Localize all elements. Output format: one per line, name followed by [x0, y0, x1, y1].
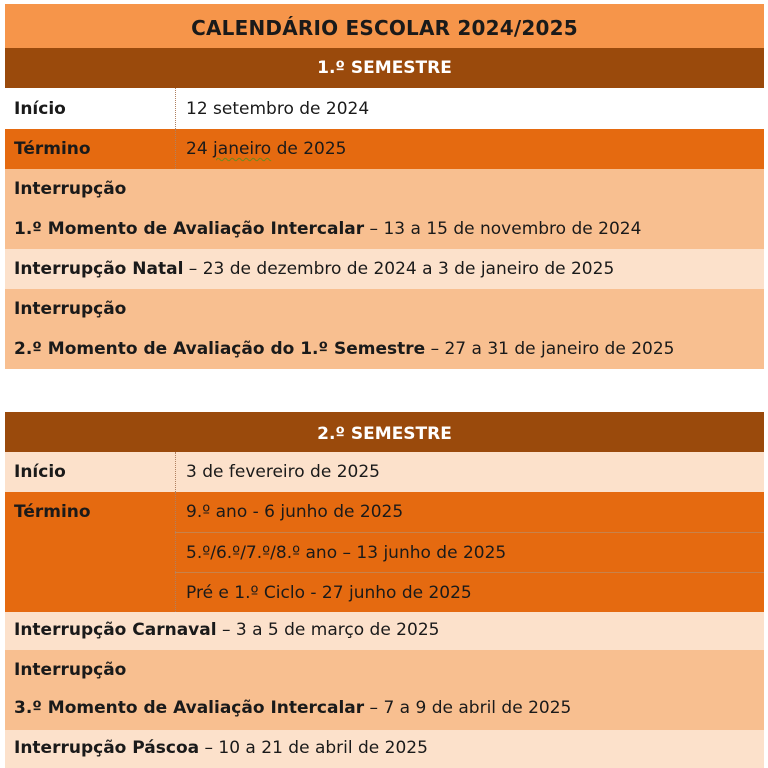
interruption-detail: 1.º Momento de Avaliação Intercalar – 13 a 15 de novembro de 2024: [14, 219, 642, 239]
semester-1-heading: 1.º SEMESTRE: [5, 48, 764, 88]
termino-value-year: de 2025: [271, 139, 347, 159]
semester-1-termino-row: [5, 129, 764, 169]
calendar-table-semester-1: [5, 4, 764, 369]
termino-value-1: 9.º ano - 6 junho de 2025: [175, 492, 764, 532]
semester-2-pascoa-row: [5, 730, 764, 768]
pascoa-detail: Interrupção Páscoa – 10 a 21 de abril de 2025: [14, 738, 428, 758]
semester-1-interruption-2-row: [5, 289, 764, 369]
termino-value-month: janeiro: [213, 139, 272, 159]
semester-2-carnaval-row: [5, 612, 764, 650]
semester-2-termino-row: [5, 492, 764, 612]
calendar-title: CALENDÁRIO ESCOLAR 2024/2025: [5, 4, 764, 48]
termino-value-day: 24: [186, 139, 214, 159]
inicio-value: 12 setembro de 2024: [175, 88, 764, 129]
interruption-detail: 2.º Momento de Avaliação do 1.º Semestre – 27 a 31 de janeiro de 2025: [14, 339, 675, 359]
semester-1-inicio-row: [5, 88, 764, 129]
semester-2-inicio-row: [5, 452, 764, 492]
termino-value-3: Pré e 1.º Ciclo - 27 junho de 2025: [175, 572, 764, 612]
termino-value: [175, 129, 764, 169]
calendar-table-semester-2: [5, 412, 764, 768]
semester-1-natal-row: [5, 249, 764, 289]
semester-1-interruption-1-row: [5, 169, 764, 249]
interruption-label: Interrupção: [14, 660, 127, 680]
inicio-value: 3 de fevereiro de 2025: [175, 452, 764, 492]
termino-label: Término: [14, 139, 91, 159]
inicio-label: Início: [14, 462, 66, 482]
inicio-label: Início: [14, 98, 66, 119]
semester-2-heading: 2.º SEMESTRE: [5, 412, 764, 452]
interruption-label: Interrupção: [14, 179, 127, 199]
interruption-label: Interrupção: [14, 299, 127, 319]
semester-2-interruption-3-row: [5, 650, 764, 730]
termino-value-2: 5.º/6.º/7.º/8.º ano – 13 junho de 2025: [175, 532, 764, 572]
termino-label: Término: [14, 502, 91, 522]
interruption-detail: 3.º Momento de Avaliação Intercalar – 7 a 9 de abril de 2025: [14, 698, 572, 718]
carnaval-detail: Interrupção Carnaval – 3 a 5 de março de 2025: [14, 620, 440, 640]
natal-detail: Interrupção Natal – 23 de dezembro de 2024 a 3 de janeiro de 2025: [14, 259, 615, 279]
